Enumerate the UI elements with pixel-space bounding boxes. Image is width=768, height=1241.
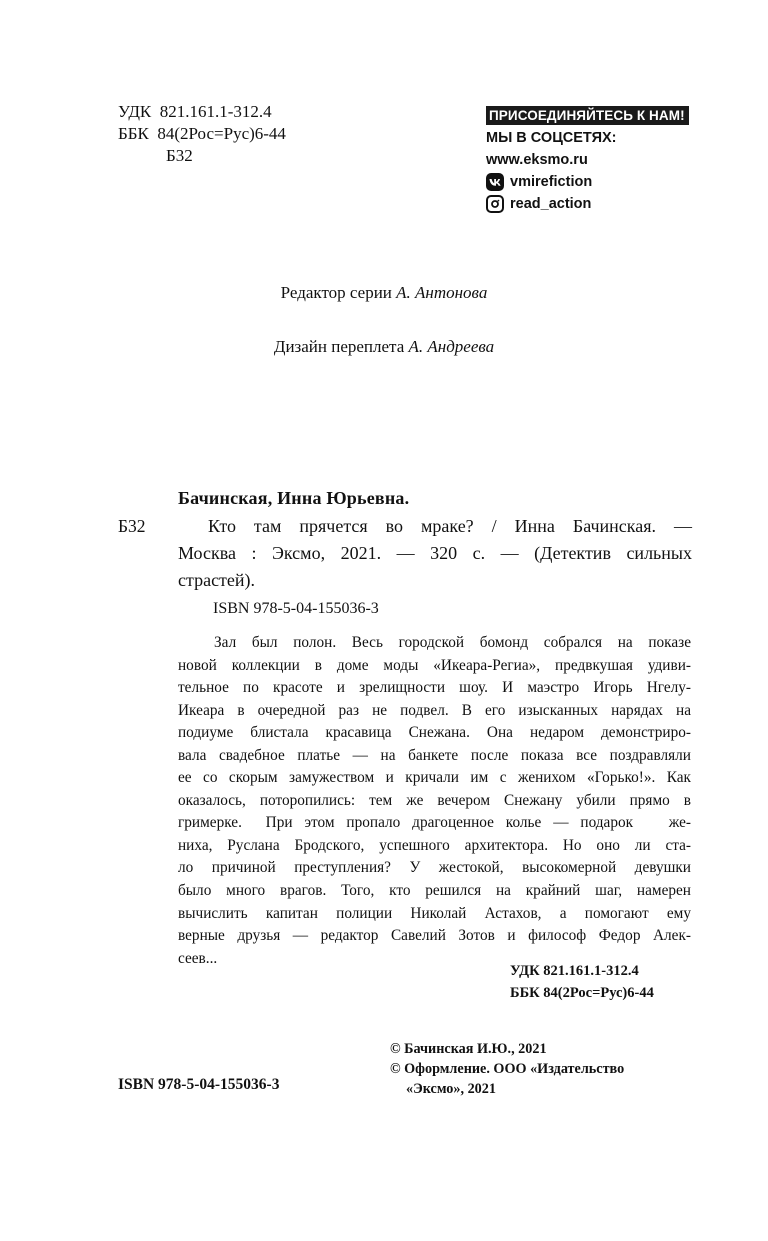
bottom-codes (510, 960, 654, 1004)
social-block (486, 106, 696, 215)
design-prefix: Дизайн переплета (273, 337, 405, 356)
bib-title-line: страстей). (178, 570, 256, 590)
cover-design-credit (0, 337, 768, 357)
vk-icon (486, 173, 504, 191)
author-cipher: Б32 (166, 146, 193, 165)
annotation-line: подиуме блистала красавица Снежана. Она недаром демонстриро- (178, 724, 691, 742)
annotation-line: вычислить капитан полиции Николай Астахов, а помогают ему (178, 904, 691, 922)
annotation-line: ее со скорым замужеством и кричали им с женихом «Горько!». Как (178, 769, 691, 787)
copyright-design: © Оформление. ООО «Издательство (390, 1061, 625, 1077)
instagram-row[interactable] (486, 193, 696, 215)
annotation-line: тельное по красоте и зрелищности шоу. И маэстро Игорь Нгелу- (178, 679, 691, 697)
annotation-line: новой коллекции в доме моды «Икеара-Региа», предвкушая удиви- (178, 656, 691, 674)
annotation-line: оказалось, поторопились: тем же вечером Снежану убили прямо в (178, 791, 691, 809)
design-name: А. Андреева (408, 337, 495, 356)
annotation-line: Икеара в очередной раз не подвел. В его изысканных нарядах на (178, 701, 691, 719)
copyright-block (390, 1039, 624, 1099)
join-banner: ПРИСОЕДИНЯЙТЕСЬ К НАМ! (486, 106, 689, 125)
annotation-line: Зал был полон. Весь городской бомонд собрался на показе (214, 634, 691, 651)
copyright-author: © Бачинская И.Ю., 2021 (390, 1041, 547, 1057)
annotation-line: вала свадебное платье — на банкете после показа все поздравляли (178, 746, 691, 764)
annotation-line: ло причиной преступления? У жестокой, высокомерной девушки (178, 859, 691, 877)
annotation-line: ниха, Руслана Бродского, успешного архитектора. Но оно ли ста- (178, 836, 691, 854)
annotation-line: верные друзья — редактор Савелий Зотов и философ Федор Алек- (178, 927, 691, 945)
bib-isbn: ISBN 978-5-04-155036-3 (213, 600, 379, 617)
bottom-udk: УДК 821.161.1-312.4 (510, 963, 639, 979)
bib-title-line: Москва : Эксмо, 2021. — 320 с. — (Детектив сильных (178, 543, 692, 563)
udk-code: УДК 821.161.1-312.4 (118, 102, 272, 121)
social-heading: МЫ В СОЦСЕТЯХ: (486, 130, 617, 146)
instagram-handle: read_action (510, 196, 592, 212)
vk-handle: vmirefiction (510, 174, 593, 190)
editor-prefix: Редактор серии (280, 283, 392, 302)
bib-author: Бачинская, Инна Юрьевна. (178, 488, 410, 508)
annotation-line: гримерке. При этом пропало драгоценное колье — подарок же- (178, 814, 691, 832)
series-editor-credit (0, 283, 768, 303)
footer-isbn: ISBN 978-5-04-155036-3 (118, 1076, 280, 1093)
annotation-line: сеев... (178, 949, 218, 967)
annotation (178, 632, 691, 970)
bottom-bbk: ББК 84(2Рос=Рус)6-44 (510, 985, 654, 1001)
vk-row[interactable] (486, 171, 696, 193)
bib-title-line: Кто там прячется во мраке? / Инна Бачинская. — (208, 516, 692, 536)
annotation-line: было много врагов. Того, кто решился на крайний шаг, намерен (178, 882, 691, 900)
copyright-design-cont: «Эксмо», 2021 (406, 1081, 496, 1097)
bib-title (178, 513, 692, 594)
bbk-code: ББК 84(2Рос=Рус)6-44 (118, 124, 286, 143)
bib-cipher: Б32 (118, 516, 146, 536)
classification-block (118, 101, 286, 167)
editor-name: А. Антонова (396, 283, 488, 302)
instagram-icon (486, 195, 504, 213)
site-link[interactable]: www.eksmo.ru (486, 152, 588, 168)
